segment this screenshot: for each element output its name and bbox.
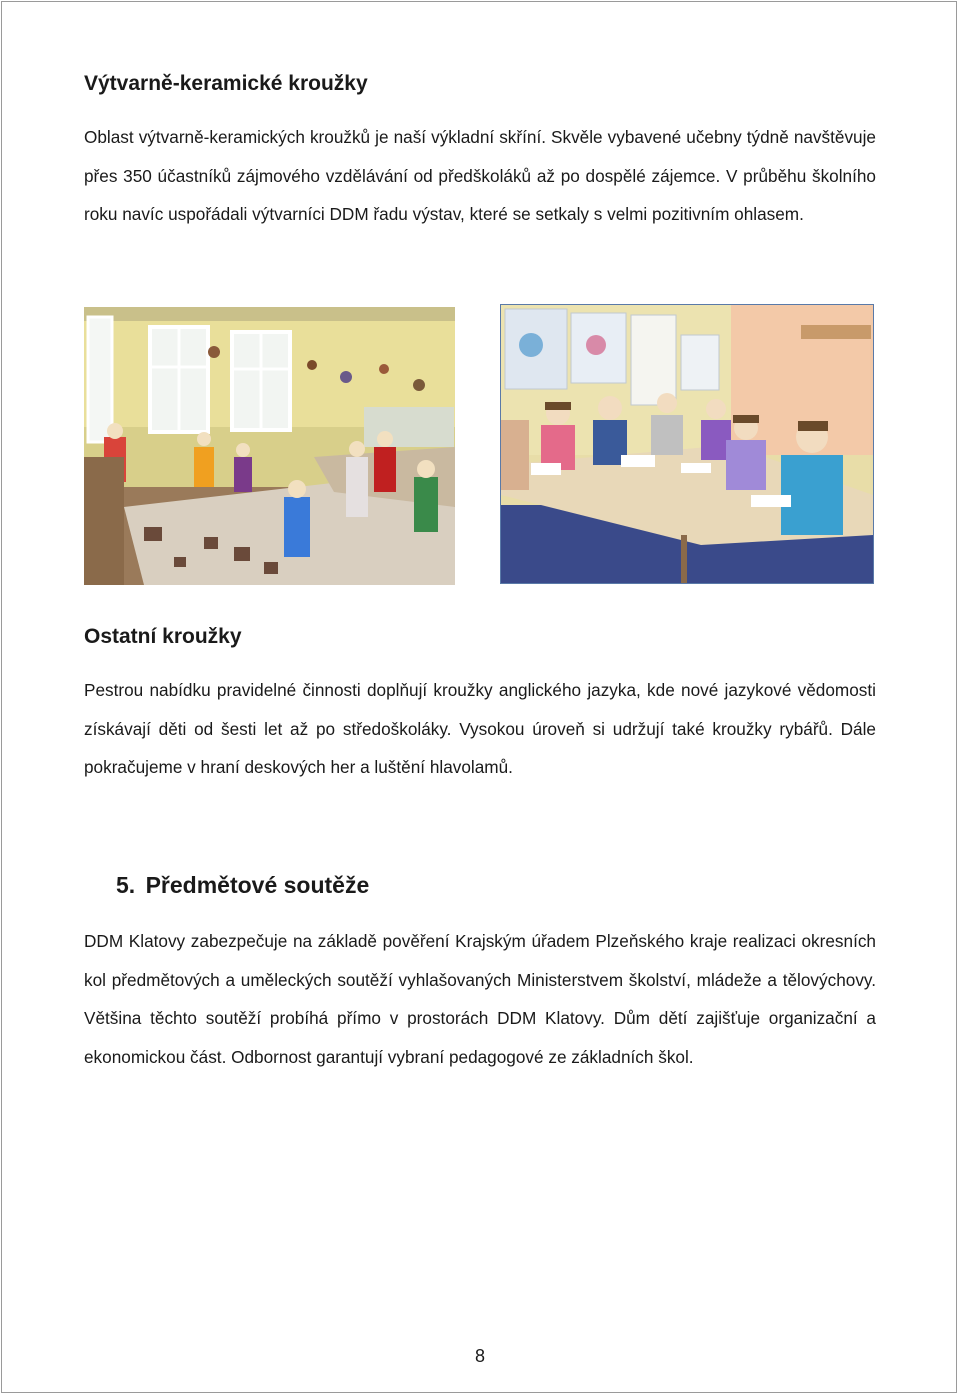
section-number: 5. <box>116 872 136 898</box>
paragraph-ceramics: Oblast výtvarně-keramických kroužků je naší výkladní skříní. Skvěle vybavené učebny týdně navštěvuje přes 350 účastníků zájmového vzdělávání od předškoláků až po dospělé zájemce. V průběhu školního roku navíc uspořádali výtvarníci DDM řadu výstav, které se setkaly s velmi pozitivním ohlasem. <box>84 127 876 224</box>
section-heading-competitions <box>116 872 369 899</box>
paragraph-competitions: DDM Klatovy zabezpečuje na základě pověření Krajským úřadem Plzeňského kraje realizaci okresních kol předmětových a uměleckých soutěží vyhlašovaných Ministerstvem školství, mládeže a tělovýchovy. Většina těchto soutěží probíhá přímo v prostorách DDM Klatovy. Dům dětí zajišťuje organizační a ekonomickou část. Odbornost garantují vybraní pedagogové ze základních škol. <box>84 931 876 1067</box>
section-heading-other-clubs: Ostatní kroužky <box>84 625 242 648</box>
photo-children-drawing <box>500 304 874 584</box>
photo-ceramics-classroom <box>84 307 455 585</box>
page-number: 8 <box>474 1346 485 1366</box>
section-heading-ceramics: Výtvarně-keramické kroužky <box>84 72 368 95</box>
paragraph-other-clubs: Pestrou nabídku pravidelné činnosti doplňují kroužky anglického jazyka, kde nové jazykové vědomosti získávají děti od šesti let až po středoškoláky. Vysokou úroveň si udržují také kroužky rybářů. Dále pokračujeme v hraní deskových her a luštění hlavolamů. <box>84 680 876 777</box>
section-title: Předmětové soutěže <box>145 872 370 898</box>
